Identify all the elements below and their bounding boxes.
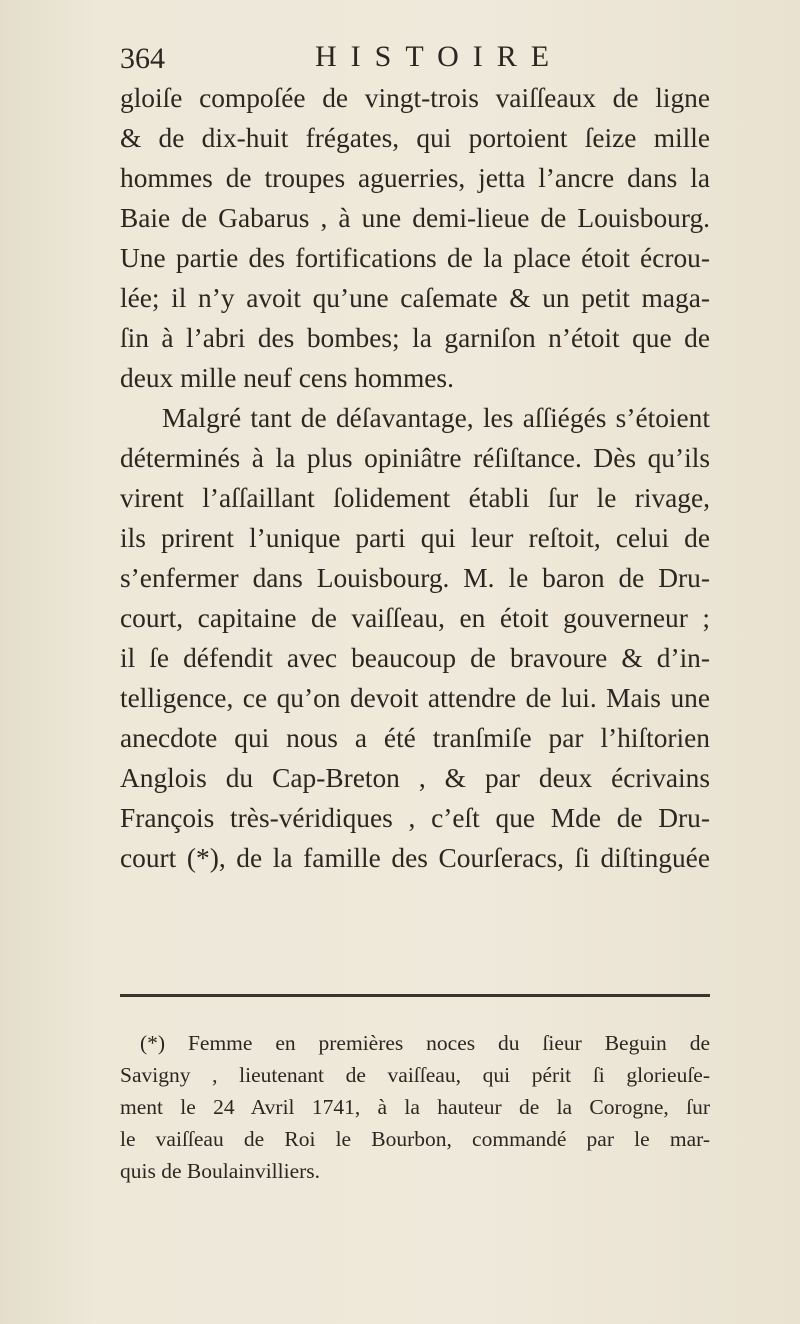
footnote-line: quis de Boulainvilliers. (120, 1159, 321, 1183)
running-title: HISTOIRE (315, 40, 564, 73)
text-line: Malgré tant de déſavantage, les aſſiégés s’étoient (162, 403, 710, 433)
footnote (120, 1027, 710, 1187)
text-line: Baie de Gabarus , à une demi-lieue de Louisbourg. (120, 203, 710, 233)
footnote-line: le vaiſſeau de Roi le Bourbon, commandé par le mar- (120, 1127, 710, 1151)
text-line: court, capitaine de vaiſſeau, en étoit gouverneur ; (120, 603, 710, 633)
text-line: telligence, ce qu’on devoit attendre de lui. Mais une (120, 683, 710, 713)
text-line: court (*), de la famille des Courſeracs, ſi diſtinguée (120, 843, 710, 873)
text-line: Anglois du Cap-Breton , & par deux écrivains (120, 763, 710, 793)
text-line: anecdote qui nous a été tranſmiſe par l’hiſtorien (120, 723, 710, 753)
text-line: il ſe défendit avec beaucoup de bravoure & d’in- (120, 643, 710, 673)
text-line: deux mille neuf cens hommes. (120, 363, 454, 393)
footnote-line: Savigny , lieutenant de vaiſſeau, qui périt ſi glorieuſe- (120, 1063, 710, 1087)
text-line: Une partie des fortifications de la place étoit écrou- (120, 243, 710, 273)
text-line: lée; il n’y avoit qu’une caſemate & un petit maga- (120, 283, 710, 313)
text-line: déterminés à la plus opiniâtre réſiſtance. Dès qu’ils (120, 443, 710, 473)
footnote-line: (*) Femme en premières noces du ſieur Beguin de (140, 1031, 710, 1055)
text-line: François très-véridiques , c’eſt que Mde de Dru- (120, 803, 710, 833)
text-line: virent l’aſſaillant ſolidement établi ſur le rivage, (120, 483, 710, 513)
page-number: 364 (120, 42, 165, 75)
text-line: gloiſe compoſée de vingt-trois vaiſſeaux de ligne (120, 83, 710, 113)
text-line: hommes de troupes aguerries, jetta l’ancre dans la (120, 163, 710, 193)
main-text (120, 78, 710, 878)
text-line: ſin à l’abri des bombes; la garniſon n’étoit que de (120, 323, 710, 353)
text-line: s’enfermer dans Louisbourg. M. le baron de Dru- (120, 563, 710, 593)
text-line: ils prirent l’unique parti qui leur reſtoit, celui de (120, 523, 710, 553)
footnote-line: ment le 24 Avril 1741, à la hauteur de la Corogne, ſur (120, 1095, 710, 1119)
page-header (120, 38, 720, 82)
footnote-rule (120, 994, 710, 997)
text-line: & de dix-huit frégates, qui portoient ſeize mille (120, 123, 710, 153)
